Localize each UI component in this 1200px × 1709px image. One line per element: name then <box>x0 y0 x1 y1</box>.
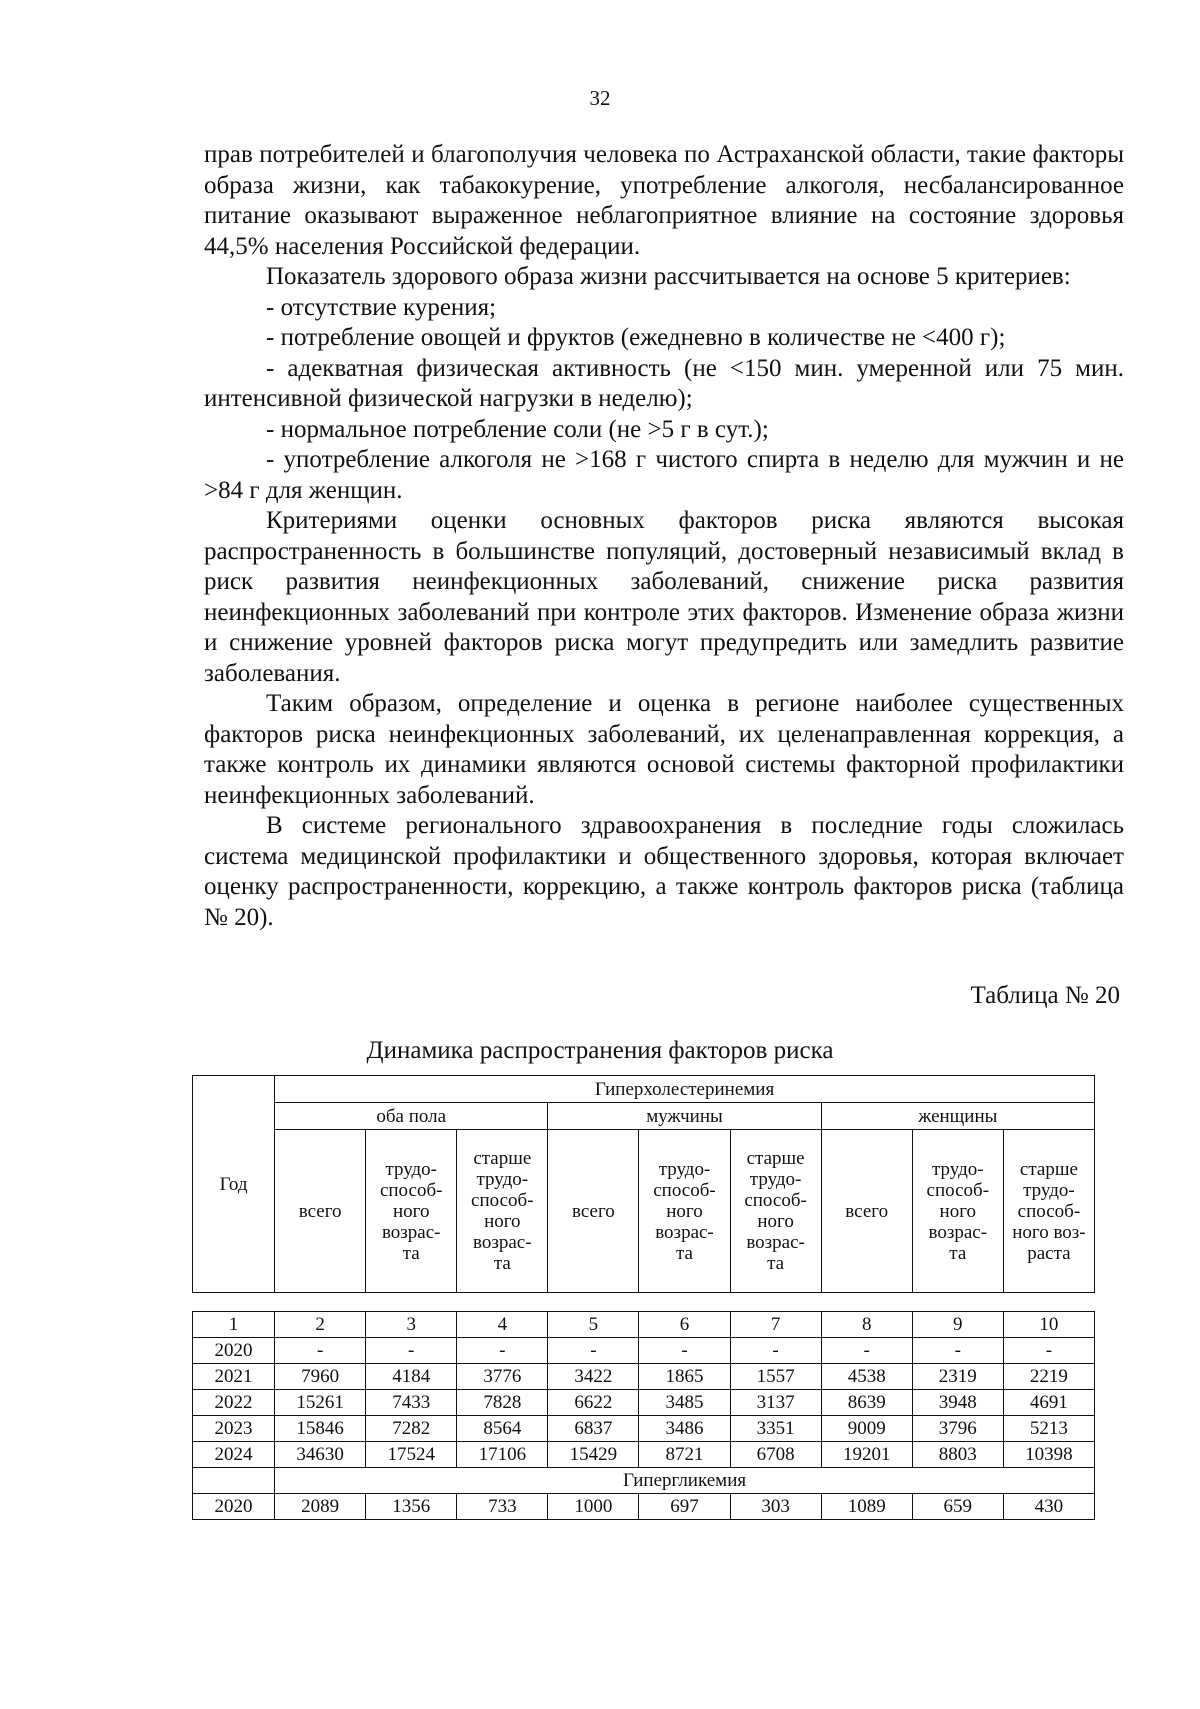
year-header: Год <box>193 1076 275 1293</box>
column-header: трудо- способ- ного возрас- та <box>366 1130 457 1293</box>
table-cell: - <box>912 1338 1003 1364</box>
subgroup-header: женщины <box>821 1103 1094 1130</box>
column-header: всего <box>821 1130 912 1293</box>
list-item: - потребление овощей и фруктов (ежедневно в количестве не <400 г); <box>266 324 1006 351</box>
table-cell: 5 <box>548 1312 639 1338</box>
table-label: Таблица № 20 <box>970 982 1120 1009</box>
table-cell: 2024 <box>193 1442 275 1468</box>
table-cell: 8803 <box>912 1442 1003 1468</box>
table-cell: 17524 <box>366 1442 457 1468</box>
table-cell: - <box>366 1338 457 1364</box>
table-cell: - <box>457 1338 548 1364</box>
table-cell: 1000 <box>548 1494 639 1520</box>
table-row <box>193 1494 1095 1520</box>
table-cell: 2023 <box>193 1416 275 1442</box>
table-cell: 15846 <box>275 1416 366 1442</box>
table-cell: - <box>1003 1338 1094 1364</box>
table-cell: 5213 <box>1003 1416 1094 1442</box>
table-cell: 19201 <box>821 1442 912 1468</box>
table-cell: 4184 <box>366 1364 457 1390</box>
page-number: 32 <box>589 86 611 110</box>
table-cell: - <box>639 1338 730 1364</box>
table-cell: 1557 <box>730 1364 821 1390</box>
table-cell: 303 <box>730 1494 821 1520</box>
subgroup-header: оба пола <box>275 1103 548 1130</box>
table-cell: 3 <box>366 1312 457 1338</box>
section-header-row <box>193 1468 1095 1494</box>
table-cell: 1 <box>193 1312 275 1338</box>
table-cell: 430 <box>1003 1494 1094 1520</box>
table-cell: 1865 <box>639 1364 730 1390</box>
table-cell: 2 <box>275 1312 366 1338</box>
table-cell: 3776 <box>457 1364 548 1390</box>
column-header: трудо- способ- ного возрас- та <box>912 1130 1003 1293</box>
table-cell: 8639 <box>821 1390 912 1416</box>
table-cell: 15261 <box>275 1390 366 1416</box>
column-number-row <box>193 1312 1095 1338</box>
table-cell: 6837 <box>548 1416 639 1442</box>
table-cell: 7 <box>730 1312 821 1338</box>
table-cell: 733 <box>457 1494 548 1520</box>
table-cell: 2022 <box>193 1390 275 1416</box>
table-cell: 3137 <box>730 1390 821 1416</box>
list-item: - употребление алкоголя не >168 г чистого спирта в неделю для мужчин и не >84 г для женщин. <box>204 446 1124 504</box>
paragraph: Таким образом, определение и оценка в регионе наиболее существенных факторов риска неинфекционных заболеваний, их целенаправленная коррекция, а также контроль их динамики являются основой системы факторной профилактики неинфекционных заболеваний. <box>204 690 1124 809</box>
table-cell: 4 <box>457 1312 548 1338</box>
table-cell: - <box>821 1338 912 1364</box>
table-cell: 2089 <box>275 1494 366 1520</box>
table-cell: 3351 <box>730 1416 821 1442</box>
body-text <box>204 140 1124 933</box>
table-cell: 6708 <box>730 1442 821 1468</box>
table-cell: 2319 <box>912 1364 1003 1390</box>
table-cell: 3485 <box>639 1390 730 1416</box>
column-header: всего <box>548 1130 639 1293</box>
paragraph: прав потребителей и благополучия человека по Астраханской области, такие факторы образа жизни, как табакокурение, употребление алкоголя, несбалансированное питание оказывают выраженное неблагоприятное влияние на состояние здоровья 44,5% населения Российской федерации. <box>204 141 1124 260</box>
table-cell: 2021 <box>193 1364 275 1390</box>
table-cell: 1356 <box>366 1494 457 1520</box>
table-cell: 6622 <box>548 1390 639 1416</box>
table-cell: 8564 <box>457 1416 548 1442</box>
table-cell: 2020 <box>193 1338 275 1364</box>
column-header: старше трудо- способ- ного возрас- та <box>730 1130 821 1293</box>
column-header: трудо- способ- ного возрас- та <box>639 1130 730 1293</box>
column-header: старше трудо- способ- ного возрас- та <box>457 1130 548 1293</box>
table-cell: 34630 <box>275 1442 366 1468</box>
table-cell: 3948 <box>912 1390 1003 1416</box>
table-cell: 3796 <box>912 1416 1003 1442</box>
table-cell: 10 <box>1003 1312 1094 1338</box>
table-cell: 7282 <box>366 1416 457 1442</box>
list-item: - адекватная физическая активность (не <150 мин. умеренной или 75 мин. интенсивной физической нагрузки в неделю); <box>204 354 1124 412</box>
table-cell: 17106 <box>457 1442 548 1468</box>
column-header: всего <box>275 1130 366 1293</box>
table-row <box>193 1416 1095 1442</box>
paragraph: Критериями оценки основных факторов риска являются высокая распространенность в большинстве популяций, достоверный независимый вклад в риск развития неинфекционных заболеваний, снижение риска развития неинфекционных заболеваний при контроле этих факторов. Изменение образа жизни и снижение уровней факторов риска могут предупредить или замедлить развитие заболевания. <box>204 507 1124 687</box>
list-item: - отсутствие курения; <box>266 293 497 321</box>
table-cell: 7960 <box>275 1364 366 1390</box>
table-title: Динамика распространения факторов риска <box>366 1037 834 1064</box>
table-cell: 2219 <box>1003 1364 1094 1390</box>
table-cell <box>193 1468 275 1494</box>
table-cell: 697 <box>639 1494 730 1520</box>
list-item: - нормальное потребление соли (не >5 г в сут.); <box>266 415 769 443</box>
table-row <box>193 1442 1095 1468</box>
column-header: старше трудо- способ- ного воз- раста <box>1003 1130 1094 1293</box>
table-cell: 8721 <box>639 1442 730 1468</box>
paragraph: В системе регионального здравоохранения в последние годы сложилась система медицинской профилактики и общественного здоровья, которая включает оценку распространенности, коррекцию, а также контроль факторов риска (таблица № 20). <box>204 812 1124 931</box>
subgroup-header: мужчины <box>548 1103 821 1130</box>
table-cell: - <box>548 1338 639 1364</box>
table-cell: - <box>730 1338 821 1364</box>
table-cell: 8 <box>821 1312 912 1338</box>
table-cell: 10398 <box>1003 1442 1094 1468</box>
table-cell: 3422 <box>548 1364 639 1390</box>
table-cell: - <box>275 1338 366 1364</box>
table-row <box>193 1364 1095 1390</box>
table-cell: 6 <box>639 1312 730 1338</box>
table-header <box>192 1075 1095 1293</box>
table-cell: 4538 <box>821 1364 912 1390</box>
section-title: Гипергликемия <box>275 1468 1095 1494</box>
table-row <box>193 1338 1095 1364</box>
table-cell: 4691 <box>1003 1390 1094 1416</box>
table-cell: 659 <box>912 1494 1003 1520</box>
table-cell: 9 <box>912 1312 1003 1338</box>
data-table <box>192 1311 1095 1520</box>
table-cell: 9009 <box>821 1416 912 1442</box>
table-cell: 7828 <box>457 1390 548 1416</box>
table-cell: 3486 <box>639 1416 730 1442</box>
table-cell: 7433 <box>366 1390 457 1416</box>
table-row <box>193 1390 1095 1416</box>
table-cell: 2020 <box>193 1494 275 1520</box>
table-cell: 1089 <box>821 1494 912 1520</box>
paragraph: Показатель здорового образа жизни рассчитывается на основе 5 критериев: <box>266 263 1071 290</box>
table-cell: 15429 <box>548 1442 639 1468</box>
group-header: Гиперхолестеринемия <box>275 1076 1095 1103</box>
